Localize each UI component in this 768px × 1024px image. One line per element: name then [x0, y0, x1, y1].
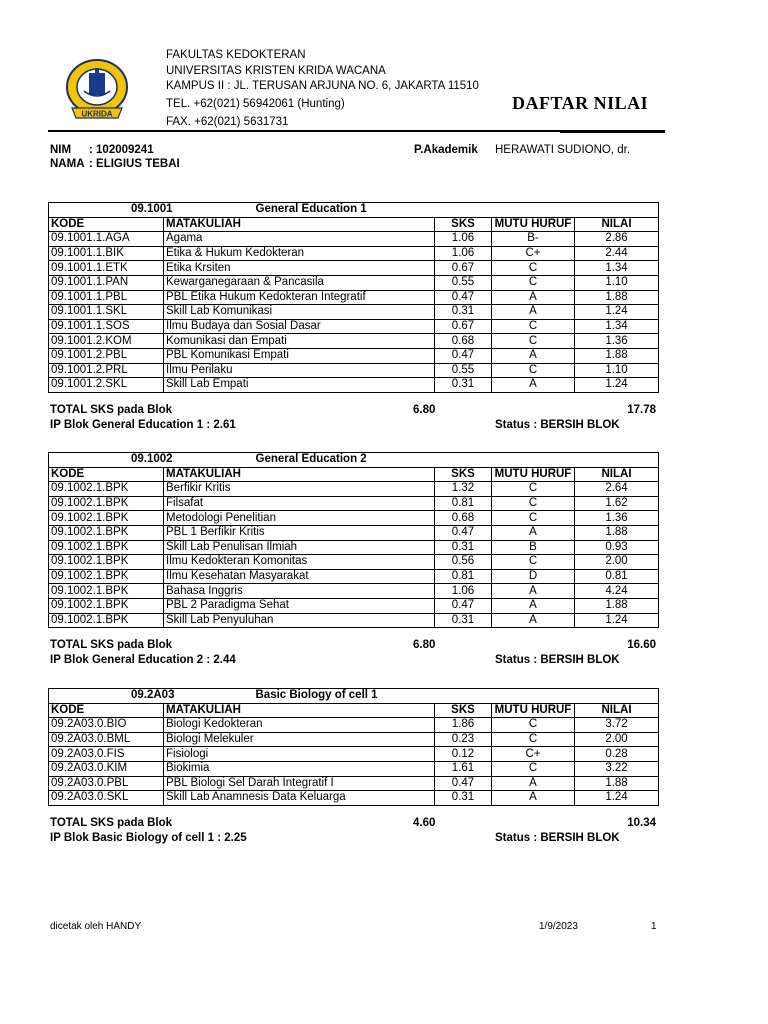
course-grade: A	[492, 525, 575, 540]
course-score: 0.28	[575, 747, 659, 762]
col-nilai: NILAI	[575, 217, 659, 232]
course-name: Komunikasi dan Empati	[164, 334, 435, 349]
course-name: Fisiologi	[164, 747, 435, 762]
block-status: Status : BERSIH BLOK	[495, 832, 620, 844]
course-sks: 0.47	[435, 290, 492, 305]
col-mutu: MUTU HURUF	[492, 703, 575, 718]
course-code: 09.1001.1.ETK	[49, 261, 164, 276]
course-code: 09.1002.1.BPK	[49, 496, 164, 511]
table-row	[49, 305, 659, 320]
nama-label: NAMA	[50, 158, 85, 170]
total-sks-label: TOTAL SKS pada Blok	[50, 404, 173, 416]
course-code: 09.1001.2.PRL	[49, 363, 164, 378]
table-row	[49, 496, 659, 511]
course-sks: 0.23	[435, 732, 492, 747]
column-header-row	[49, 703, 659, 718]
course-code: 09.1002.1.BPK	[49, 482, 164, 497]
faculty-name: FAKULTAS KEDOKTERAN	[166, 49, 306, 61]
course-score: 1.10	[575, 275, 659, 290]
total-sks-value: 4.60	[413, 817, 436, 829]
course-grade: A	[492, 613, 575, 628]
course-score: 2.00	[575, 555, 659, 570]
course-sks: 0.55	[435, 363, 492, 378]
course-name: PBL Komunikasi Empati	[164, 348, 435, 363]
col-matakuliah: MATAKULIAH	[164, 467, 435, 482]
table-row	[49, 584, 659, 599]
document-title: DAFTAR NILAI	[512, 93, 649, 113]
table-row	[49, 598, 659, 613]
course-sks: 0.55	[435, 275, 492, 290]
course-score: 1.10	[575, 363, 659, 378]
course-grade: A	[492, 290, 575, 305]
academic-advisor-name: HERAWATI SUDIONO, dr.	[495, 144, 631, 156]
course-name: Skill Lab Komunikasi	[164, 305, 435, 320]
course-code: 09.1002.1.BPK	[49, 598, 164, 613]
course-sks: 0.31	[435, 791, 492, 806]
table-row	[49, 555, 659, 570]
course-grade: B	[492, 540, 575, 555]
course-score: 4.24	[575, 584, 659, 599]
course-code: 09.1001.2.PBL	[49, 348, 164, 363]
table-row	[49, 319, 659, 334]
course-code: 09.2A03.0.SKL	[49, 791, 164, 806]
course-name: Berfikir Kritis	[164, 482, 435, 497]
nim-value: : 102009241	[89, 144, 154, 156]
course-grade: C	[492, 363, 575, 378]
table-row	[49, 791, 659, 806]
course-sks: 1.06	[435, 246, 492, 261]
course-score: 1.88	[575, 598, 659, 613]
course-code: 09.1002.1.BPK	[49, 525, 164, 540]
course-code: 09.1002.1.BPK	[49, 540, 164, 555]
course-sks: 0.81	[435, 496, 492, 511]
course-score: 1.88	[575, 776, 659, 791]
course-name: Biologi Kedokteran	[164, 718, 435, 733]
table-row	[49, 363, 659, 378]
course-grade: C	[492, 261, 575, 276]
table-row	[49, 232, 659, 247]
course-name: Bahasa Inggris	[164, 584, 435, 599]
course-name: Filsafat	[164, 496, 435, 511]
course-name: Skill Lab Empati	[164, 378, 435, 393]
total-sks-label: TOTAL SKS pada Blok	[50, 817, 173, 829]
block-status: Status : BERSIH BLOK	[495, 654, 620, 666]
course-sks: 0.47	[435, 776, 492, 791]
course-score: 2.86	[575, 232, 659, 247]
table-row	[49, 747, 659, 762]
block-code: 09.2A03	[49, 689, 164, 704]
course-grade: A	[492, 378, 575, 393]
table-row	[49, 540, 659, 555]
course-sks: 0.67	[435, 319, 492, 334]
course-name: PBL Biologi Sel Darah Integratif I	[164, 776, 435, 791]
col-kode: KODE	[49, 467, 164, 482]
course-code: 09.2A03.0.PBL	[49, 776, 164, 791]
print-date: 1/9/2023	[539, 921, 578, 932]
course-name: Ilmu Budaya dan Sosial Dasar	[164, 319, 435, 334]
course-grade: C	[492, 718, 575, 733]
course-code: 09.1001.2.SKL	[49, 378, 164, 393]
col-nilai: NILAI	[575, 703, 659, 718]
course-sks: 1.61	[435, 761, 492, 776]
course-code: 09.1001.2.KOM	[49, 334, 164, 349]
course-score: 0.81	[575, 569, 659, 584]
course-score: 1.88	[575, 348, 659, 363]
course-score: 2.44	[575, 246, 659, 261]
nama-value: : ELIGIUS TEBAI	[89, 158, 180, 170]
course-score: 1.24	[575, 791, 659, 806]
col-kode: KODE	[49, 217, 164, 232]
total-sks-label: TOTAL SKS pada Blok	[50, 639, 173, 651]
grade-table	[48, 452, 659, 628]
table-row	[49, 261, 659, 276]
course-sks: 1.32	[435, 482, 492, 497]
ip-blok: IP Blok General Education 1 : 2.61	[50, 419, 236, 431]
course-grade: A	[492, 776, 575, 791]
table-row	[49, 378, 659, 393]
course-grade: A	[492, 305, 575, 320]
block-title-row	[49, 689, 659, 704]
fax: FAX. +62(021) 5631731	[166, 116, 289, 128]
campus-address: KAMPUS II : JL. TERUSAN ARJUNA NO. 6, JAKARTA 11510	[166, 80, 479, 92]
ip-blok: IP Blok General Education 2 : 2.44	[50, 654, 236, 666]
course-code: 09.2A03.0.BIO	[49, 718, 164, 733]
course-code: 09.1001.1.SKL	[49, 305, 164, 320]
page-number: 1	[651, 921, 657, 932]
column-header-row	[49, 467, 659, 482]
course-grade: C	[492, 511, 575, 526]
course-score: 2.64	[575, 482, 659, 497]
course-grade: A	[492, 598, 575, 613]
course-score: 2.00	[575, 732, 659, 747]
course-code: 09.2A03.0.KIM	[49, 761, 164, 776]
col-sks: SKS	[435, 467, 492, 482]
block-name: General Education 2	[164, 453, 659, 468]
course-name: PBL 2 Paradigma Sehat	[164, 598, 435, 613]
academic-advisor-label: P.Akademik	[414, 144, 478, 156]
course-name: Skill Lab Anamnesis Data Keluarga	[164, 791, 435, 806]
course-sks: 0.12	[435, 747, 492, 762]
course-score: 1.24	[575, 378, 659, 393]
course-code: 09.2A03.0.BML	[49, 732, 164, 747]
course-code: 09.1001.1.BIK	[49, 246, 164, 261]
course-sks: 0.68	[435, 511, 492, 526]
grade-table	[48, 202, 659, 393]
table-row	[49, 732, 659, 747]
block-status: Status : BERSIH BLOK	[495, 419, 620, 431]
course-sks: 0.81	[435, 569, 492, 584]
course-sks: 0.31	[435, 613, 492, 628]
col-matakuliah: MATAKULIAH	[164, 703, 435, 718]
course-grade: D	[492, 569, 575, 584]
course-name: PBL Etika Hukum Kedokteran Integratif	[164, 290, 435, 305]
block-code: 09.1002	[49, 453, 164, 468]
course-code: 09.1002.1.BPK	[49, 584, 164, 599]
table-row	[49, 246, 659, 261]
course-score: 1.88	[575, 525, 659, 540]
block-name: General Education 1	[164, 203, 659, 218]
course-grade: A	[492, 584, 575, 599]
course-code: 09.1001.1.AGA	[49, 232, 164, 247]
course-score: 0.93	[575, 540, 659, 555]
table-row	[49, 761, 659, 776]
col-sks: SKS	[435, 703, 492, 718]
course-sks: 0.31	[435, 378, 492, 393]
course-score: 1.36	[575, 511, 659, 526]
col-mutu: MUTU HURUF	[492, 217, 575, 232]
col-mutu: MUTU HURUF	[492, 467, 575, 482]
nim-label: NIM	[50, 144, 72, 156]
course-code: 09.1002.1.BPK	[49, 511, 164, 526]
course-name: Kewarganegaraan & Pancasila	[164, 275, 435, 290]
course-grade: C+	[492, 246, 575, 261]
logo-banner: UKRIDA	[81, 109, 113, 119]
telephone: TEL. +62(021) 56942061 (Hunting)	[166, 98, 345, 110]
grade-table	[48, 688, 659, 806]
table-row	[49, 718, 659, 733]
course-grade: C+	[492, 747, 575, 762]
course-score: 1.88	[575, 290, 659, 305]
course-grade: B-	[492, 232, 575, 247]
course-score: 3.72	[575, 718, 659, 733]
course-sks: 0.47	[435, 348, 492, 363]
table-row	[49, 776, 659, 791]
course-name: Biologi Melekuler	[164, 732, 435, 747]
course-code: 09.1001.1.PBL	[49, 290, 164, 305]
course-score: 1.34	[575, 319, 659, 334]
course-sks: 0.47	[435, 525, 492, 540]
table-row	[49, 275, 659, 290]
course-code: 09.1001.1.SOS	[49, 319, 164, 334]
course-code: 09.1002.1.BPK	[49, 569, 164, 584]
col-sks: SKS	[435, 217, 492, 232]
course-grade: A	[492, 348, 575, 363]
total-score-value: 16.60	[627, 639, 656, 651]
course-sks: 0.67	[435, 261, 492, 276]
table-row	[49, 482, 659, 497]
course-name: Skill Lab Penyuluhan	[164, 613, 435, 628]
course-sks: 0.56	[435, 555, 492, 570]
course-score: 1.34	[575, 261, 659, 276]
course-sks: 0.47	[435, 598, 492, 613]
university-logo	[54, 56, 140, 126]
course-grade: C	[492, 319, 575, 334]
table-row	[49, 290, 659, 305]
col-matakuliah: MATAKULIAH	[164, 217, 435, 232]
table-row	[49, 334, 659, 349]
table-row	[49, 569, 659, 584]
course-grade: C	[492, 275, 575, 290]
course-name: Agama	[164, 232, 435, 247]
course-code: 09.1001.1.PAN	[49, 275, 164, 290]
course-name: Etika & Hukum Kedokteran	[164, 246, 435, 261]
course-grade: C	[492, 482, 575, 497]
course-name: Biokimia	[164, 761, 435, 776]
course-sks: 1.86	[435, 718, 492, 733]
total-score-value: 10.34	[627, 817, 656, 829]
course-grade: C	[492, 555, 575, 570]
course-grade: C	[492, 334, 575, 349]
course-name: Ilmu Perilaku	[164, 363, 435, 378]
course-name: Skill Lab Penulisan Ilmiah	[164, 540, 435, 555]
course-code: 09.2A03.0.FIS	[49, 747, 164, 762]
total-sks-value: 6.80	[413, 639, 436, 651]
course-code: 09.1002.1.BPK	[49, 613, 164, 628]
course-score: 1.62	[575, 496, 659, 511]
table-row	[49, 525, 659, 540]
course-grade: A	[492, 791, 575, 806]
course-grade: C	[492, 732, 575, 747]
course-sks: 0.31	[435, 305, 492, 320]
course-name: Etika Krsiten	[164, 261, 435, 276]
course-score: 1.36	[575, 334, 659, 349]
total-sks-value: 6.80	[413, 404, 436, 416]
table-row	[49, 348, 659, 363]
col-kode: KODE	[49, 703, 164, 718]
header-divider-thick	[560, 130, 665, 133]
course-code: 09.1002.1.BPK	[49, 555, 164, 570]
course-name: Ilmu Kesehatan Masyarakat	[164, 569, 435, 584]
course-name: Ilmu Kedokteran Komonitas	[164, 555, 435, 570]
ip-blok: IP Blok Basic Biology of cell 1 : 2.25	[50, 832, 247, 844]
block-name: Basic Biology of cell 1	[164, 689, 659, 704]
course-name: Metodologi Penelitian	[164, 511, 435, 526]
table-row	[49, 511, 659, 526]
table-row	[49, 613, 659, 628]
course-grade: C	[492, 761, 575, 776]
university-name: UNIVERSITAS KRISTEN KRIDA WACANA	[166, 65, 386, 77]
course-sks: 0.31	[435, 540, 492, 555]
total-score-value: 17.78	[627, 404, 656, 416]
block-title-row	[49, 453, 659, 468]
column-header-row	[49, 217, 659, 232]
course-name: PBL 1 Berfikir Kritis	[164, 525, 435, 540]
printed-by: dicetak oleh HANDY	[50, 921, 142, 932]
course-sks: 1.06	[435, 584, 492, 599]
block-title-row	[49, 203, 659, 218]
course-score: 1.24	[575, 305, 659, 320]
course-score: 3.22	[575, 761, 659, 776]
col-nilai: NILAI	[575, 467, 659, 482]
course-score: 1.24	[575, 613, 659, 628]
course-sks: 1.06	[435, 232, 492, 247]
course-sks: 0.68	[435, 334, 492, 349]
course-grade: C	[492, 496, 575, 511]
block-code: 09.1001	[49, 203, 164, 218]
